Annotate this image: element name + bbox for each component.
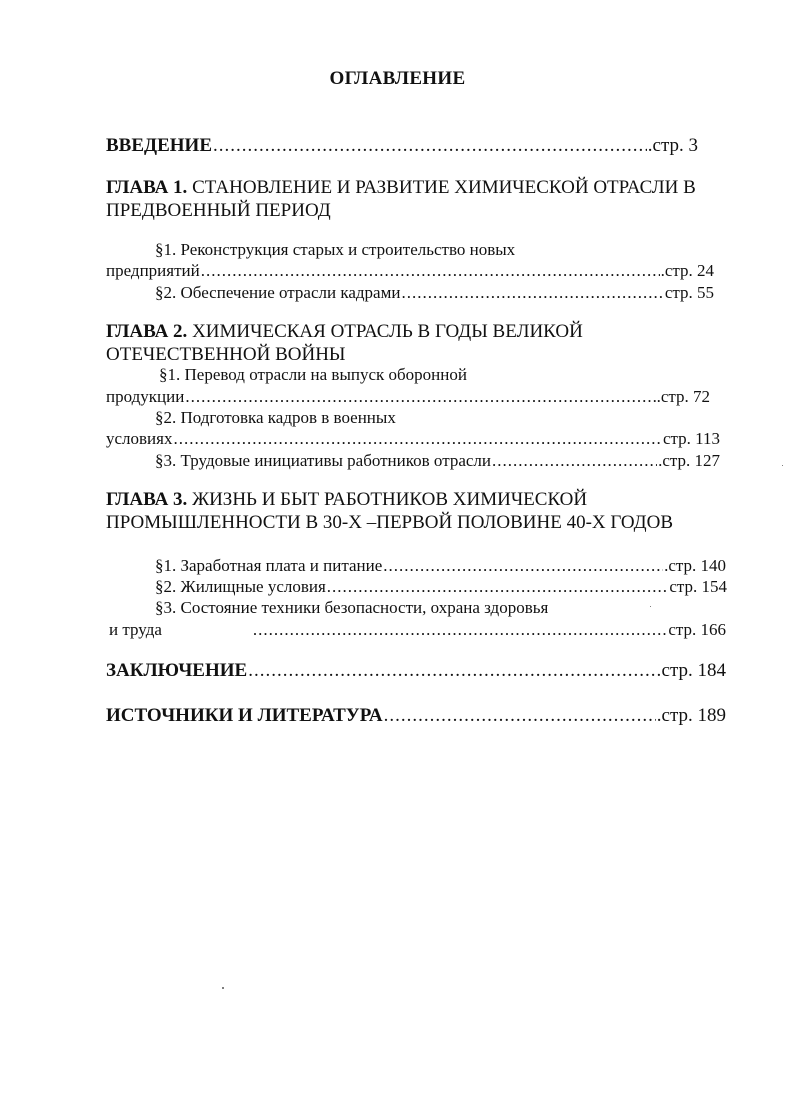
toc-entry-label: §2. Жилищные условия <box>155 577 326 596</box>
toc-entry-page: .стр. 140 <box>664 556 726 575</box>
dot-leader <box>173 428 661 449</box>
toc-entry-label: предприятий <box>106 261 200 280</box>
dot-leader <box>253 619 667 640</box>
toc-entry-label: ВВЕДЕНИЕ <box>106 135 212 156</box>
dot-leader <box>201 260 660 281</box>
toc-entry-section-3-3 <box>109 619 726 640</box>
section-3-3-line1: §3. Состояние техники безопасности, охрана здоровья <box>155 598 549 617</box>
dot-leader <box>248 659 660 682</box>
dot-leader <box>492 450 657 471</box>
chapter-title: ХИМИЧЕСКАЯ ОТРАСЛЬ В ГОДЫ ВЕЛИКОЙ ОТЕЧЕСТВЕННОЙ ВОЙНЫ <box>106 321 583 365</box>
dot-leader <box>185 386 655 407</box>
toc-entry-section-1-1 <box>106 260 714 281</box>
toc-entry-section-3-2 <box>155 576 727 597</box>
toc-entry-page: .стр. 72 <box>656 387 710 406</box>
toc-entry-introduction <box>106 134 698 157</box>
toc-entry-page: стр. 166 <box>668 620 726 639</box>
dot-leader <box>383 555 663 576</box>
toc-entry-section-2-2 <box>106 428 720 449</box>
toc-entry-label: ИСТОЧНИКИ И ЛИТЕРАТУРА <box>106 705 383 726</box>
toc-entry-label: §2. Обеспечение отрасли кадрами <box>155 283 401 302</box>
section-2-1-line1: §1. Перевод отрасли на выпуск оборонной <box>159 365 467 384</box>
scan-speck <box>782 465 783 466</box>
dot-leader <box>213 134 647 157</box>
toc-entry-page: .стр. 3 <box>647 135 698 156</box>
toc-entry-conclusion <box>106 659 726 682</box>
chapter-3-heading <box>106 488 716 534</box>
toc-entry-page: .стр. 189 <box>656 705 726 726</box>
chapter-number: ГЛАВА 1. <box>106 177 188 198</box>
toc-entry-label: условиях <box>106 429 173 448</box>
dot-leader <box>401 282 663 303</box>
toc-entry-sources <box>106 704 726 727</box>
section-1-1-line1: §1. Реконструкция старых и строительство новых <box>155 240 516 259</box>
dot-leader <box>327 576 669 597</box>
toc-entry-page: .стр. 24 <box>660 261 714 280</box>
dot-leader <box>384 704 656 727</box>
section-2-2-line1: §2. Подготовка кадров в военных <box>155 408 396 427</box>
chapter-title: СТАНОВЛЕНИЕ И РАЗВИТИЕ ХИМИЧЕСКОЙ ОТРАСЛИ В ПРЕДВОЕННЫЙ ПЕРИОД <box>106 177 696 221</box>
toc-entry-label: §1. Заработная плата и питание <box>155 556 383 575</box>
scan-speck <box>650 606 651 607</box>
toc-entry-label: ЗАКЛЮЧЕНИЕ <box>106 660 248 681</box>
chapter-title: ЖИЗНЬ И БЫТ РАБОТНИКОВ ХИМИЧЕСКОЙ ПРОМЫШЛЕННОСТИ В 30-Х –ПЕРВОЙ ПОЛОВИНЕ 40-Х ГОДОВ <box>106 489 674 533</box>
page-title: ОГЛАВЛЕНИЕ <box>329 68 466 89</box>
toc-entry-section-2-3 <box>155 450 720 471</box>
toc-entry-page: стр. 154 <box>669 577 727 596</box>
toc-entry-label: и труда <box>109 620 162 639</box>
toc-entry-section-1-2 <box>155 282 714 303</box>
chapter-1-heading <box>106 176 746 222</box>
toc-entry-section-3-1 <box>155 555 726 576</box>
toc-entry-page: стр. 55 <box>664 283 714 302</box>
toc-entry-label: продукции <box>106 387 185 406</box>
chapter-number: ГЛАВА 3. <box>106 489 188 510</box>
toc-entry-page: стр. 113 <box>662 429 720 448</box>
toc-entry-label: §3. Трудовые инициативы работников отрасли <box>155 451 492 470</box>
chapter-number: ГЛАВА 2. <box>106 321 188 342</box>
toc-entry-page: .стр. 127 <box>658 451 720 470</box>
toc-entry-section-2-1 <box>106 386 710 407</box>
chapter-2-heading <box>106 320 746 366</box>
toc-entry-page: стр. 184 <box>661 660 726 681</box>
scan-speck <box>222 987 224 989</box>
